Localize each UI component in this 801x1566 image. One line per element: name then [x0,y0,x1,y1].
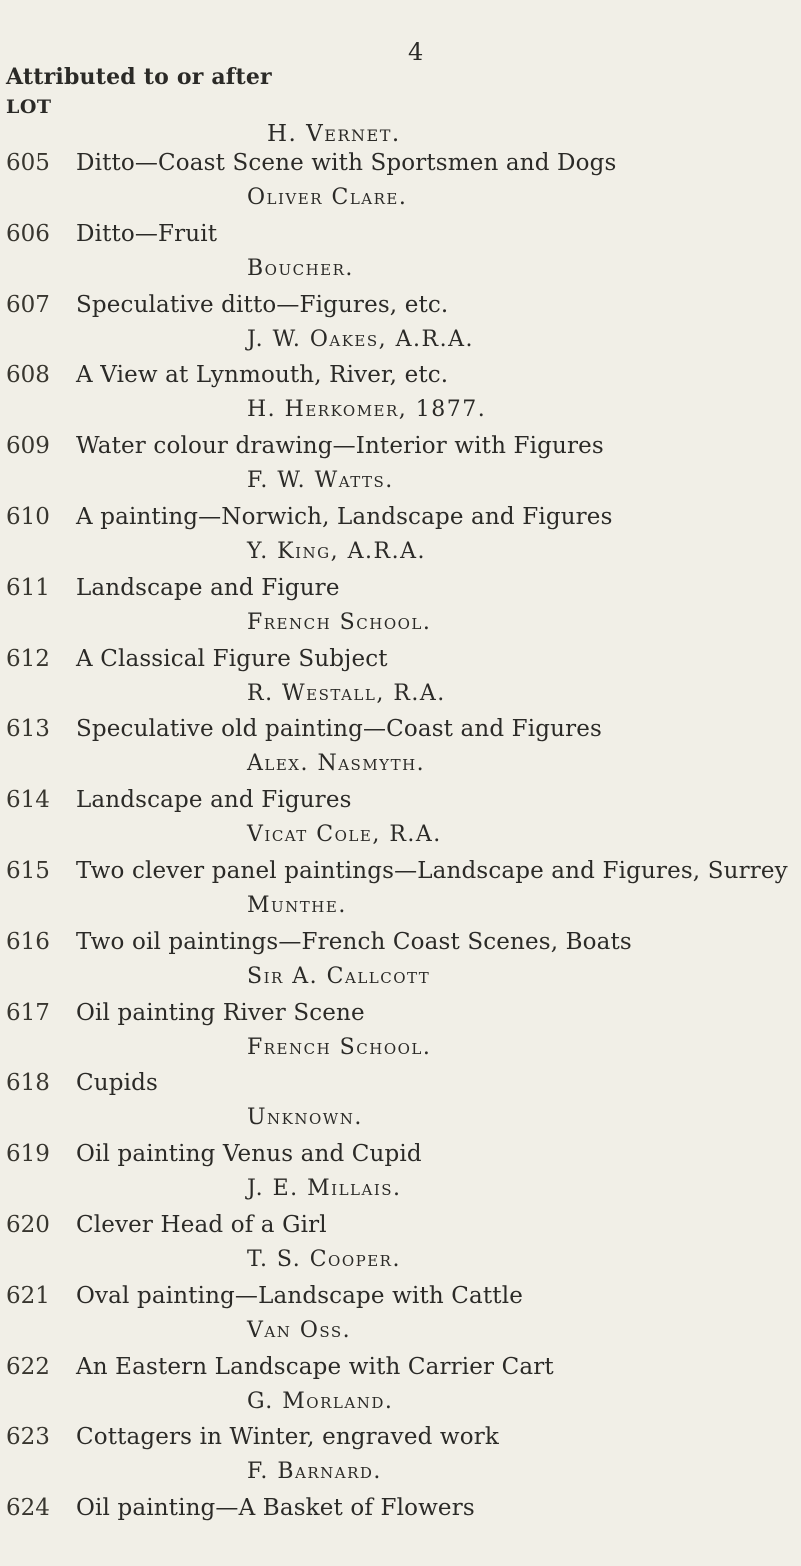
section-heading: Attributed to or after [6,64,272,90]
lot-number: 614 [6,787,50,814]
lot-column-label: LOT [6,96,52,118]
artist-attribution: G. Morland. [247,1388,394,1414]
first-artist-attribution: H. Vernet. [267,121,401,147]
artist-attribution: Unknown. [247,1105,363,1131]
lot-entry [0,504,801,575]
lot-description: Cottagers in Winter, engraved work [76,1424,499,1451]
artist-attribution: F. W. Watts. [247,468,394,494]
artist-attribution: H. Herkomer, 1877. [247,397,487,423]
artist-attribution: Y. King, A.R.A. [247,538,426,564]
lot-entry [0,150,801,221]
artist-attribution: Boucher. [247,255,354,281]
lot-description: Two clever panel paintings—Landscape and Figures, Surrey [76,857,788,884]
lot-number: 622 [6,1353,50,1380]
lot-entry [0,858,801,929]
lot-number: 605 [6,150,50,176]
lot-description: Ditto—Coast Scene with Sportsmen and Dogs [76,150,617,176]
artist-attribution: Sir A. Callcott [247,963,431,989]
lot-number: 612 [6,645,50,672]
lot-entry [0,1212,801,1283]
artist-attribution: Alex. Nasmyth. [247,751,426,777]
page-number: 4 [408,38,424,66]
lot-number: 615 [6,857,50,884]
lot-list [0,150,801,1566]
lot-entry [0,787,801,858]
lot-description: Water colour drawing—Interior with Figures [76,433,604,460]
lot-entry [0,1424,801,1495]
lot-number: 624 [6,1495,50,1522]
lot-description: A View at Lynmouth, River, etc. [76,362,449,389]
artist-attribution: R. Westall, R.A. [247,680,446,706]
lot-number: 611 [6,574,50,601]
lot-entry [0,1141,801,1212]
lot-description: A painting—Norwich, Landscape and Figures [76,503,613,530]
lot-description: Cupids [76,1070,158,1097]
lot-entry [0,221,801,292]
lot-number: 623 [6,1424,50,1451]
lot-entry [0,1000,801,1071]
artist-attribution: Vicat Cole, R.A. [247,822,442,848]
lot-description: Clever Head of a Girl [76,1211,327,1238]
lot-description: A Classical Figure Subject [76,645,388,672]
lot-number: 616 [6,928,50,955]
lot-description: Landscape and Figures [76,787,352,814]
artist-attribution: French School. [247,609,432,635]
lot-number: 618 [6,1070,50,1097]
lot-number: 620 [6,1211,50,1238]
lot-entry [0,1283,801,1354]
lot-number: 621 [6,1282,50,1309]
lot-description: Oil painting River Scene [76,999,365,1026]
artist-attribution: Munthe. [247,892,347,918]
artist-attribution: Oliver Clare. [247,185,408,210]
artist-attribution: F. Barnard. [247,1459,382,1485]
lot-entry [0,1070,801,1141]
lot-entry [0,433,801,504]
artist-attribution: J. W. Oakes, A.R.A. [247,326,474,352]
lot-number: 609 [6,433,50,460]
lot-number: 607 [6,291,50,318]
lot-description: An Eastern Landscape with Carrier Cart [76,1353,554,1380]
artist-attribution: Van Oss. [247,1317,352,1343]
lot-description: Speculative old painting—Coast and Figures [76,716,602,743]
lot-entry [0,646,801,717]
lot-number: 613 [6,716,50,743]
lot-entry [0,575,801,646]
lot-number: 619 [6,1141,50,1168]
lot-entry [0,929,801,1000]
lot-description: Landscape and Figure [76,574,340,601]
lot-number: 606 [6,220,50,247]
lot-description: Speculative ditto—Figures, etc. [76,291,449,318]
artist-attribution: J. E. Millais. [247,1176,402,1202]
lot-description: Oil painting Venus and Cupid [76,1141,422,1168]
lot-description: Two oil paintings—French Coast Scenes, Boats [76,928,632,955]
lot-description: Oil painting—A Basket of Flowers [76,1495,475,1522]
lot-number: 608 [6,362,50,389]
lot-entry [0,362,801,433]
lot-description: Ditto—Fruit [76,220,218,247]
artist-attribution: T. S. Cooper. [247,1246,401,1272]
lot-entry [0,1495,801,1566]
lot-entry [0,716,801,787]
lot-number: 617 [6,999,50,1026]
lot-entry [0,1354,801,1425]
artist-attribution: French School. [247,1034,432,1060]
lot-entry [0,292,801,363]
lot-description: Oval painting—Landscape with Cattle [76,1282,523,1309]
lot-number: 610 [6,503,50,530]
